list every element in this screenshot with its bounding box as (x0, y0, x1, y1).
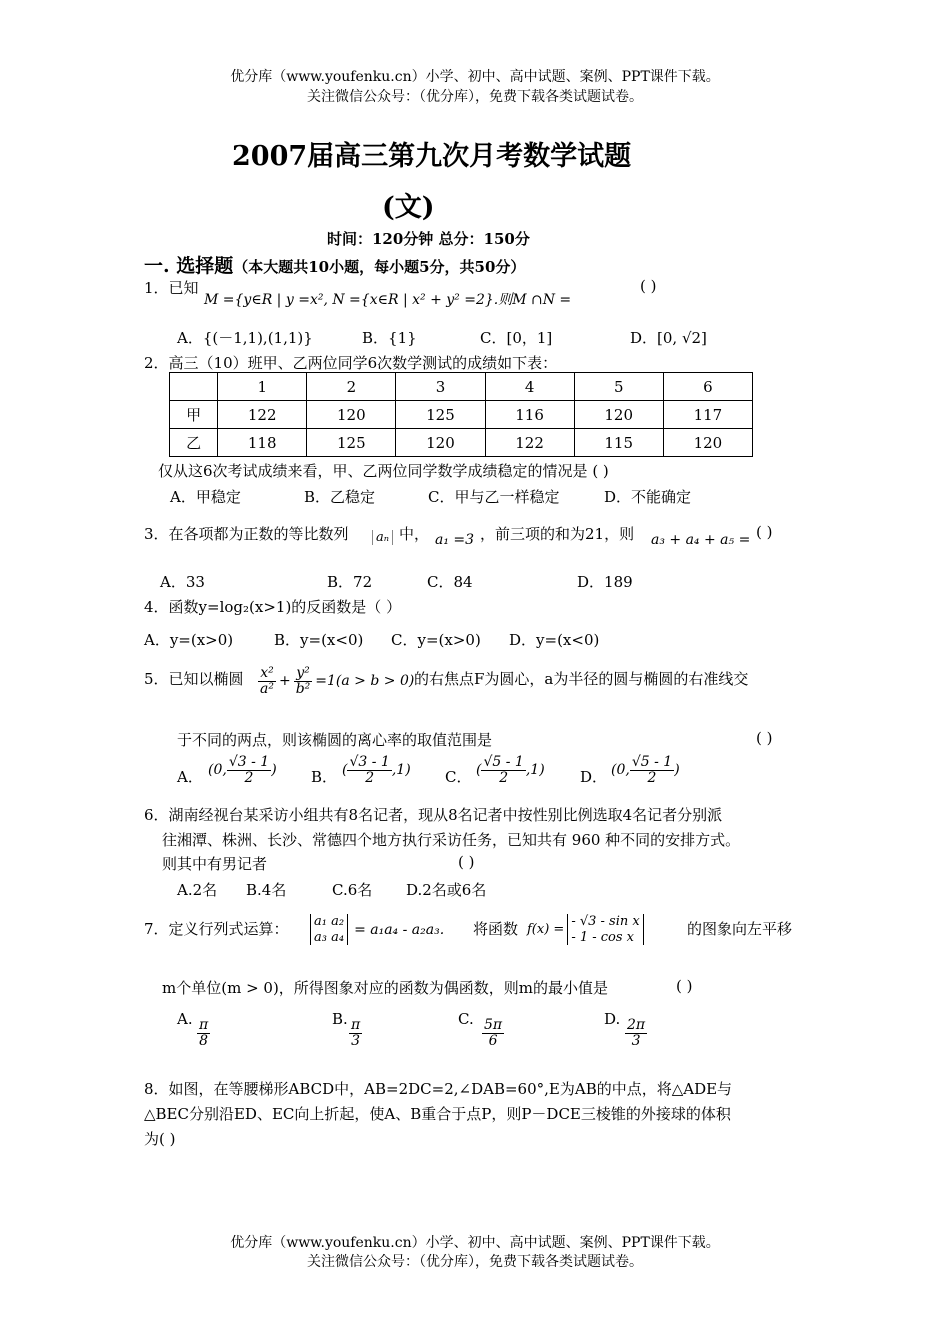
q5-opt-post: ) (674, 762, 680, 779)
q5-y2: y² (296, 665, 310, 681)
table-cell: 甲 (170, 401, 218, 429)
q5-ellipse: $\frac{\text{x²}}{\text{a²}}$ + $\frac{\text{y²}}{\text{b²}}$ =1(a > b > 0) (260, 665, 415, 697)
q5-opt-pre: ( (342, 762, 348, 779)
q5-frac-y (294, 666, 313, 696)
q4-option-b: B．y=(x<0) (274, 631, 364, 649)
table-cell: 122 (218, 401, 307, 429)
q5-opt-post: ,1) (525, 762, 545, 779)
q5-opt-pre: ( (476, 762, 482, 779)
q3-stem-c: ，前三项的和为21，则 (480, 525, 635, 543)
q3-stem-b: 中， (399, 525, 430, 543)
q7-def: = a₁a₄ - a₂a₃. (354, 921, 445, 938)
q2-option-d: D．不能确定 (604, 488, 692, 506)
table-cell: 116 (485, 401, 574, 429)
q2-question: 仅从这6次考试成绩来看，甲、乙两位同学数学成绩稳定的情况是 ( ) (158, 462, 609, 480)
exam-subtitle: (文) (382, 192, 435, 223)
q2-option-c: C．甲与乙一样稳定 (428, 488, 560, 506)
q7-stem-a: 7．定义行列式运算： (144, 920, 289, 938)
q4-option-a: A．y=(x>0) (144, 631, 234, 649)
q7-option-a (197, 1018, 210, 1048)
q6-option-a: A.2名 (177, 881, 218, 899)
q7-f-det (567, 914, 643, 945)
q8-line-3: 为( ) (144, 1130, 176, 1148)
q5-option-d (611, 755, 680, 785)
score-table (169, 372, 753, 457)
q6-option-d: D.2名或6名 (406, 881, 487, 899)
table-cell: 115 (574, 429, 663, 457)
q7-det (310, 914, 348, 945)
table-cell: 120 (663, 429, 752, 457)
q7-option-b-label: B. (332, 1010, 348, 1028)
q7-opt-den: 8 (199, 1032, 209, 1049)
table-cell: 120 (396, 429, 485, 457)
q1-option-c: C．[0，1] (480, 329, 553, 347)
q4-stem: 4．函数y=log₂(x>1)的反函数是（ ） (144, 598, 402, 616)
q1-formula: M ={y∈R | y =x², N ={x∈R | x² + y² =2}.则M ∩N = (204, 292, 572, 308)
table-cell: 1 (218, 373, 307, 401)
q5-opt-pre: (0, (208, 762, 227, 779)
q7-det-def (310, 914, 444, 945)
q5-opt-num: √3 - 1 (228, 754, 270, 770)
q5-x2: x² (260, 665, 274, 681)
q5-stem-a: 5．已知以椭圆 (144, 670, 244, 688)
table-row (170, 401, 753, 429)
q5-option-c-label: C． (445, 768, 472, 786)
q5-option-a (208, 755, 277, 785)
table-cell: 5 (574, 373, 663, 401)
q5-stem-b: 的右焦点F为圆心，a为半径的圆与椭圆的右准线交 (414, 670, 749, 688)
q5-option-a-label: A． (177, 768, 203, 786)
q3-an: aₙ (372, 530, 393, 545)
q7-option-b (349, 1018, 362, 1048)
table-cell: 4 (485, 373, 574, 401)
table-cell: 118 (218, 429, 307, 457)
q5-bracket: ( ) (756, 729, 773, 747)
footer-line-1: 优分库（www.youfenku.cn）小学、初中、高中试题、案例、PPT课件下载。 (230, 1235, 720, 1251)
table-header-row (170, 373, 753, 401)
q7-option-c (482, 1018, 504, 1048)
q6-line-1: 6．湖南经视台某采访小组共有8名记者，现从8名记者中按性别比例选取4名记者分别派 (144, 806, 723, 824)
table-cell: 120 (307, 401, 396, 429)
q7-opt-num: π (199, 1017, 209, 1033)
q3-option-b: B．72 (327, 573, 373, 591)
q7-fx (527, 914, 644, 945)
table-cell: 125 (307, 429, 396, 457)
q5-option-c (476, 755, 545, 785)
q7-stem-b: 将函数 (473, 920, 519, 938)
q5-frac-x (258, 666, 276, 696)
table-cell (170, 373, 218, 401)
q8-line-2: △BEC分别沿ED、EC向上折起，使A、B重合于点P，则P－DCE三棱锥的外接球的体积 (144, 1105, 731, 1123)
q5-opt-pre: (0, (611, 762, 630, 779)
table-cell: 3 (396, 373, 485, 401)
section-title: 一. 选择题 (144, 255, 234, 277)
q6-option-b: B.4名 (246, 881, 287, 899)
q7-option-d-label: D. (604, 1010, 621, 1028)
exam-title: 2007届高三第九次月考数学试题 (232, 141, 632, 172)
q3-option-d: D．189 (577, 573, 633, 591)
table-cell: 122 (485, 429, 574, 457)
q7-option-d (625, 1018, 647, 1048)
q3-option-c: C．84 (427, 573, 473, 591)
q5-opt-num: √5 - 1 (631, 754, 673, 770)
q3-option-a: A．33 (160, 573, 205, 591)
table-cell: 117 (663, 401, 752, 429)
q1-stem: 1．已知 (144, 279, 199, 297)
q4-option-d: D．y=(x<0) (509, 631, 600, 649)
q3-expr: a₃ + a₄ + a₅ = (651, 532, 751, 548)
table-cell: 乙 (170, 429, 218, 457)
q5-a2: a² (260, 680, 274, 697)
q5-opt-den: 2 (244, 769, 254, 786)
q5-opt-post: ) (271, 762, 277, 779)
header-line-2: 关注微信公众号：（优分库），免费下载各类试题试卷。 (307, 89, 643, 105)
table-cell: 125 (396, 401, 485, 429)
q2-option-b: B．乙稳定 (304, 488, 376, 506)
q7-det-row: - √3 - sin x (571, 914, 640, 929)
footer-line-2: 关注微信公众号：（优分库），免费下载各类试题试卷。 (307, 1254, 643, 1270)
q4-option-c: C．y=(x>0) (391, 631, 481, 649)
q7-stem-c: 的图象向左平移 (687, 920, 793, 938)
q7-option-a-label: A. (177, 1010, 193, 1028)
q5-b2: b² (295, 680, 311, 697)
q2-option-a: A．甲稳定 (170, 488, 241, 506)
q5-cond: =1(a > b > 0) (315, 673, 415, 690)
q5-stem-c: 于不同的两点，则该椭圆的离心率的取值范围是 (177, 731, 493, 749)
q7-bracket: ( ) (676, 977, 693, 995)
q7-opt-num: 2π (627, 1017, 646, 1033)
q5-opt-den: 2 (499, 769, 509, 786)
q3-bracket: ( ) (756, 523, 773, 541)
q6-line-2: 往湘潭、株洲、长沙、常德四个地方执行采访任务，已知共有 960 种不同的安排方式。 (162, 831, 741, 849)
q7-opt-den: 6 (488, 1032, 498, 1049)
section-heading (144, 251, 525, 278)
table-row (170, 429, 753, 457)
q1-option-b: B．{1} (362, 329, 417, 347)
time-info: 时间：120分钟 总分：150分 (327, 230, 530, 248)
q7-line-2: m个单位(m > 0)，所得图象对应的函数为偶函数，则m的最小值是 (162, 979, 609, 997)
q6-bracket: ( ) (458, 853, 475, 871)
q3-stem-a: 3．在各项都为正数的等比数列 (144, 525, 349, 543)
q3-a1: a₁ =3 (435, 532, 475, 548)
q1-option-a: A．{(－1,1),(1,1)} (177, 329, 313, 347)
table-cell: 2 (307, 373, 396, 401)
q5-opt-num: √3 - 1 (349, 754, 390, 770)
section-note: （本大题共10小题，每小题5分，共50分） (233, 258, 526, 276)
q5-option-d-label: D． (580, 768, 608, 786)
q7-opt-den: 3 (351, 1032, 361, 1049)
q6-option-c: C.6名 (332, 881, 373, 899)
q8-line-1: 8．如图，在等腰梯形ABCD中，AB=2DC=2,∠DAB=60°,E为AB的中点，将△ADE与 (144, 1080, 733, 1098)
q7-det-row: a₁ a₂ (314, 914, 345, 929)
q5-opt-post: ,1) (391, 762, 411, 779)
table-cell: 6 (663, 373, 752, 401)
q7-opt-den: 3 (631, 1032, 641, 1049)
q7-fx-label: f(x) = (527, 922, 565, 938)
q2-stem: 2．高三（10）班甲、乙两位同学6次数学测试的成绩如下表： (144, 354, 558, 372)
q5-opt-num: √5 - 1 (483, 754, 524, 770)
q7-det-row: a₃ a₄ (314, 929, 345, 945)
q7-opt-num: 5π (484, 1017, 503, 1033)
q7-det-row: - 1 - cos x (571, 929, 635, 945)
q7-opt-num: π (351, 1017, 361, 1033)
q1-bracket: ( ) (640, 277, 657, 295)
q6-line-3: 则其中有男记者 (162, 855, 268, 873)
table-cell: 120 (574, 401, 663, 429)
q5-opt-den: 2 (365, 769, 375, 786)
q5-option-b-label: B． (311, 768, 338, 786)
q7-option-c-label: C. (458, 1010, 474, 1028)
q5-opt-den: 2 (647, 769, 657, 786)
header-line-1: 优分库（www.youfenku.cn）小学、初中、高中试题、案例、PPT课件下载。 (230, 69, 720, 85)
q1-option-d: D．[0, √2] (630, 329, 707, 347)
q5-option-b (342, 755, 411, 785)
